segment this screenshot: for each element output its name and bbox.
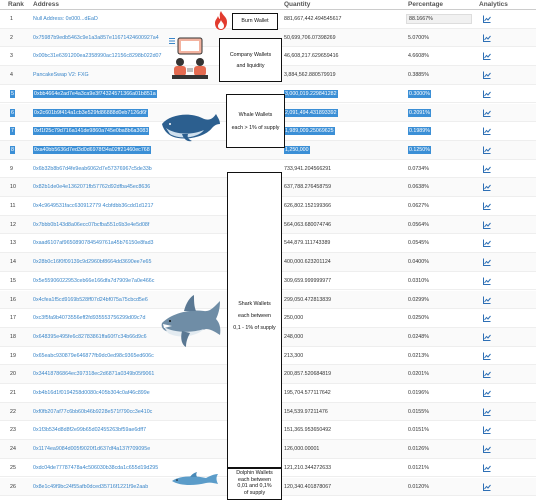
rank-cell: 23 [10,427,16,434]
analytics-chart-icon[interactable] [483,445,491,453]
analytics-chart-icon[interactable] [483,483,491,491]
percentage-cell: 0.0734% [408,165,429,172]
header-percentage: Percentage [408,1,444,8]
quantity-cell: 309,659.999999977 [284,277,332,284]
analytics-chart-icon[interactable] [483,221,491,229]
address-link[interactable]: 0x75987b9edb5463c9e1a3a857e11671424600927a4 [33,34,159,41]
quantity-cell: 299,050.472813839 [284,296,332,303]
quantity-cell: 200,857.520684819 [284,371,332,378]
percentage-cell: 0.0213% [408,352,429,359]
whale-icon [160,108,222,144]
analytics-chart-icon[interactable] [483,333,491,341]
rank-cell: 6 [11,109,14,116]
percentage-cell: 0.0120% [408,483,429,490]
address-link[interactable]: 0x4c9649531facc630912779 4cbfdbb36cdd1d1217 [33,203,154,209]
burn-wallet-label: Burn Wallet [232,13,278,30]
address-link[interactable]: 0xaad6107af9650890784549761a45b76150e8fad3 [33,240,154,247]
percentage-cell: 0.0248% [408,333,429,340]
percentage-cell: 0.0299% [408,296,429,303]
quantity-cell: 637,788.276458759 [284,184,332,191]
address-link[interactable]: 0xf0fb207af77c6bb60b46b9228e571f790cc3e410c [33,408,153,415]
header-rank: Rank [8,1,24,8]
percentage-cell: 0.0121% [408,464,429,471]
analytics-chart-icon[interactable] [483,314,491,322]
percentage-cell: 0.0250% [408,315,429,322]
address-link[interactable]: PancakeSwap V2: FXG [33,72,89,79]
percentage-cell: 0.0627% [408,203,429,209]
menu-bars-icon [169,38,175,44]
quantity-cell: 1,989,009.25069625 [285,128,334,135]
rank-cell: 20 [10,371,16,378]
company-people-icon [170,36,210,82]
analytics-chart-icon[interactable] [483,90,491,98]
analytics-chart-icon[interactable] [483,389,491,397]
percentage-cell: 0.0151% [408,427,429,434]
rank-cell: 12 [10,221,16,228]
rank-cell: 3 [10,53,13,60]
percentage-cell: 0.0564% [408,221,429,228]
percentage-cell: 0.0545% [408,240,429,247]
rank-cell: 26 [10,483,16,490]
percentage-cell: 88.1667% [409,16,433,22]
percentage-cell: 0.2091% [409,109,430,116]
rank-cell: 7 [11,128,14,135]
address-link[interactable]: 0x6b32b8b67d4fe9eab6062d7e57376967c5de33b [33,165,152,172]
quantity-cell: 564,063.680074746 [284,221,332,228]
rank-cell: 25 [10,464,16,471]
quantity-cell: 733,941.204566291 [284,165,332,172]
header-analytics: Analytics [479,1,508,8]
whale-wallets-label: Whale Wallets each > 1% of supply [226,94,285,148]
rank-cell: 8 [11,146,14,153]
rank-cell: 18 [10,333,16,340]
analytics-chart-icon[interactable] [483,52,491,60]
rank-cell: 13 [10,240,16,247]
quantity-cell: 3,000,019.229841282 [285,90,337,97]
rank-cell: 14 [10,259,16,266]
percentage-cell: 0.0126% [408,446,429,453]
fire-icon [213,11,229,30]
address-link[interactable]: 0x7bbb0b143d8a06ecc07bcfba551c6b3e4e5d08f [33,221,150,228]
rank-cell: 21 [10,390,16,396]
address-link[interactable]: 0xdc04de77787478a4c506030b38cda1c655d19d295 [33,464,159,471]
address-link[interactable]: 0x1f3b534d8d8f2e99b65d02455263bf59ae6dff7 [33,427,147,434]
analytics-chart-icon[interactable] [483,71,491,79]
analytics-chart-icon[interactable] [483,296,491,304]
rank-cell: 9 [10,165,13,172]
address-link[interactable]: 0xbb4664e2ad7e4a3ca9e3f74324571366a01b851a [34,90,156,97]
header-quantity: Quantity [284,1,311,8]
address-link[interactable]: 0x8e1c49f9bc24f55afb0dced35716f1221f9e2aab [33,483,149,490]
table-header [0,0,536,10]
rank-cell: 2 [10,34,13,41]
address-link[interactable]: 0x5e55906022953ceb66e166dfa7d7909e7a0e466c [33,277,155,284]
quantity-cell: 400,000.623201124 [284,259,331,266]
analytics-chart-icon[interactable] [483,464,491,472]
address-link[interactable]: 0x28b0c16f0f09139c9d2960bf8664dd3690ee7e65 [33,259,152,266]
analytics-chart-icon[interactable] [483,258,491,266]
quantity-cell: 2,091,494.431893392 [285,109,337,116]
percentage-cell: 0.0638% [408,184,429,191]
analytics-chart-icon[interactable] [483,146,491,154]
analytics-chart-icon[interactable] [483,408,491,416]
analytics-chart-icon[interactable] [483,109,491,117]
rank-cell: 24 [10,446,16,453]
rank-cell: 22 [10,408,16,415]
rank-cell: 11 [10,203,16,209]
analytics-chart-icon[interactable] [483,34,491,42]
rank-cell: 10 [10,184,16,191]
quantity-cell: 151,365.953650492 [284,427,332,434]
percentage-cell: 0.0155% [408,408,429,415]
address-link[interactable]: 0xa40bb5636d7ed3d0d6978f34a02ff21460ec768 [34,146,150,153]
company-wallets-label: Company Wallets and liquidity [219,38,282,82]
header-address: Address [33,1,60,8]
analytics-chart-icon[interactable] [483,165,491,173]
shark-wallets-label: Shark Wallets each between 0,1 - 1% of supply [227,172,282,468]
analytics-chart-icon[interactable] [483,183,491,191]
percentage-cell: 0.0201% [408,371,429,378]
analytics-chart-icon[interactable] [483,352,491,360]
dolphin-wallets-label: Dolphin Wallets each between 0,01 and 0,1% of supply [227,468,282,500]
address-link[interactable]: 0xb4b16d1f0194258d0080c405b304c0af46c899e [33,390,150,396]
address-link[interactable]: Null Address: 0x000...dEaD [33,16,98,22]
percentage-cell: 0.1989% [409,128,430,135]
analytics-chart-icon[interactable] [483,202,491,210]
percentage-cell: 4.6608% [408,53,429,60]
rank-cell: 16 [10,296,16,303]
address-link[interactable]: 0x00bc31e6391200ea2358990ac12156c8298b022d07 [33,53,162,60]
address-link[interactable]: 0x2c601b9f414a1cb3e529fd86888d0eb7126d6f [34,109,147,116]
address-link[interactable]: 0x1174ea9084d005f9020f1d637df4a137f709095e [33,446,151,453]
address-link[interactable]: 0xc3f5fa9b4073556eff2fd935553756299d09c7d [33,315,146,322]
address-link[interactable]: 0xf1f25c79d716a141de9860a745e0ba8b6a3083 [34,128,149,135]
quantity-cell: 121,210.344272633 [284,464,332,471]
quantity-cell: 154,539.97211476 [284,408,328,415]
percentage-cell: 0.3000% [409,90,430,97]
quantity-cell: 126,000.00001 [284,446,320,453]
percentage-cell: 5.0700% [408,34,429,41]
rank-cell: 19 [10,352,16,359]
analytics-chart-icon[interactable] [483,277,491,285]
rank-cell: 4 [10,72,13,79]
address-link[interactable]: 0x34418786864ec397318ec2d6871a0349b05f9061 [33,371,155,378]
percentage-cell: 0.0400% [408,259,429,266]
quantity-cell: 120,340.401878067 [284,483,332,490]
quantity-cell: 626,802.152199366 [284,203,332,209]
percentage-cell: 0.0310% [408,277,429,284]
percentage-cell: 0.1250% [409,146,430,153]
rank-cell: 5 [11,90,14,97]
address-link[interactable]: 0x4cfea1f5cd9169b528ff07d24bf075a75cbcd5e6 [33,296,148,303]
rank-cell: 15 [10,277,16,284]
quantity-cell: 213,300 [284,352,304,359]
quantity-cell: 248,000 [284,333,304,340]
address-link[interactable]: 0x65eabc930879e646877fb9dc0ed98c9365ed606c [33,352,154,359]
quantity-cell: 195,704.577117642 [284,390,331,396]
quantity-cell: 3,884,562.880579919 [284,72,336,79]
analytics-chart-icon[interactable] [483,127,491,135]
address-link[interactable]: 0x648395e495fe6c82783861ffa60f7c34b66d9c6 [33,333,147,340]
percentage-cell: 0.0196% [408,390,429,396]
analytics-chart-icon[interactable] [483,239,491,247]
quantity-cell: 881,667,442.494545617 [284,16,342,22]
analytics-chart-icon[interactable] [483,426,491,434]
percentage-cell: 0.3885% [408,72,429,79]
quantity-cell: 50,699,706.07398269 [284,34,336,41]
rank-cell: 17 [10,315,16,322]
address-link[interactable]: 0x82b1de0e4e1362071fb57762d92dfba45ec8636 [33,184,151,191]
analytics-chart-icon[interactable] [483,370,491,378]
shark-icon [158,293,224,349]
dolphin-icon [170,472,220,490]
analytics-chart-icon[interactable] [483,15,491,23]
quantity-cell: 46,608,217.629659416 [284,53,339,60]
quantity-cell: 544,879.111743389 [284,240,331,247]
percentage-bar [406,14,472,24]
quantity-cell: 1,250,000 [285,146,309,153]
quantity-cell: 250,000 [284,315,304,322]
rank-cell: 1 [10,16,13,22]
